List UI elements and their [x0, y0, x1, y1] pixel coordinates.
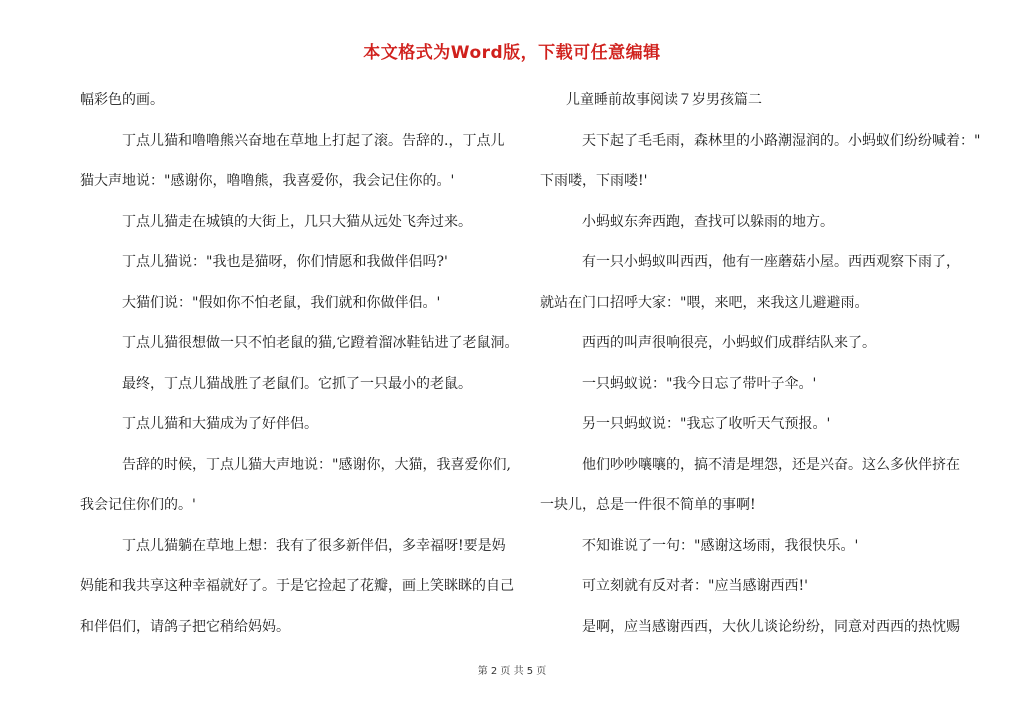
text-line: 不知谁说了一句："感谢这场雨，我很快乐。': [582, 537, 859, 554]
right-column: [540, 80, 981, 647]
text-line: 丁点儿猫走在城镇的大街上，几只大猫从远处飞奔过来。: [122, 213, 472, 230]
text-line: 告辞的时候，丁点儿猫大声地说："感谢你，大猫，我喜爱你们,: [122, 456, 511, 473]
text-line: 丁点儿猫和噜噜熊兴奋地在草地上打起了滚。告辞的.，丁点儿: [122, 132, 505, 149]
text-line: 一只蚂蚁说："我今日忘了带叶子伞。': [582, 375, 817, 392]
text-line: 和伴侣们，请鸽子把它稍给妈妈。: [80, 618, 290, 635]
text-line: 有一只小蚂蚁叫西西，他有一座蘑菇小屋。西西观察下雨了，: [582, 254, 960, 270]
text-line: 丁点儿猫躺在草地上想：我有了很多新伴侣，多幸福呀!要是妈: [122, 537, 506, 554]
left-column: [80, 80, 519, 647]
text-line: 另一只蚂蚁说："我忘了收听天气预报。': [582, 416, 831, 432]
text-line: 下雨喽，下雨喽!': [540, 173, 648, 189]
text-line: 猫大声地说："感谢你，噜噜熊，我喜爱你，我会记住你的。': [80, 173, 455, 189]
section-heading: 儿童睡前故事阅读７岁男孩篇二: [566, 92, 762, 108]
text-line: 丁点儿猫很想做一只不怕老鼠的猫,它蹬着溜冰鞋钻进了老鼠洞。: [122, 335, 519, 351]
text-line: 一块儿，总是一件很不简单的事啊!: [540, 497, 756, 513]
text-line: 西西的叫声很响很亮，小蚂蚁们成群结队来了。: [582, 335, 876, 351]
page-number: 第 2 页 共 5 页: [477, 666, 547, 677]
text-line: 可立刻就有反对者："应当感谢西西!': [582, 578, 808, 594]
text-line: 他们吵吵嚷嚷的，搞不清是埋怨，还是兴奋。这么多伙伴挤在: [582, 456, 960, 473]
text-line: 小蚂蚁东奔西跑，查找可以躲雨的地方。: [582, 213, 834, 230]
text-line: 我会记住你们的。': [80, 497, 196, 513]
text-line: 丁点儿猫和大猫成为了好伴侣。: [122, 416, 318, 432]
text-line: 是啊，应当感谢西西，大伙儿谈论纷纷，同意对西西的热忱赐: [582, 618, 960, 635]
text-line: 幅彩色的画。: [80, 92, 164, 108]
text-line: 就站在门口招呼大家："喂，来吧，来我这儿避避雨。: [540, 294, 869, 311]
text-line: 妈能和我共享这种幸福就好了。于是它捡起了花瓣，画上笑眯眯的自己: [80, 578, 514, 594]
text-line: 丁点儿猫说："我也是猫呀，你们情愿和我做伴侣吗?': [122, 254, 448, 270]
download-banner: 本文格式为Word版，下载可任意编辑: [363, 43, 661, 63]
text-line: 天下起了毛毛雨，森林里的小路潮湿润的。小蚂蚁们纷纷喊着：": [582, 132, 981, 149]
text-line: 大猫们说："假如你不怕老鼠，我们就和你做伴侣。': [122, 294, 441, 311]
text-line: 最终，丁点儿猫战胜了老鼠们。它抓了一只最小的老鼠。: [122, 375, 472, 392]
